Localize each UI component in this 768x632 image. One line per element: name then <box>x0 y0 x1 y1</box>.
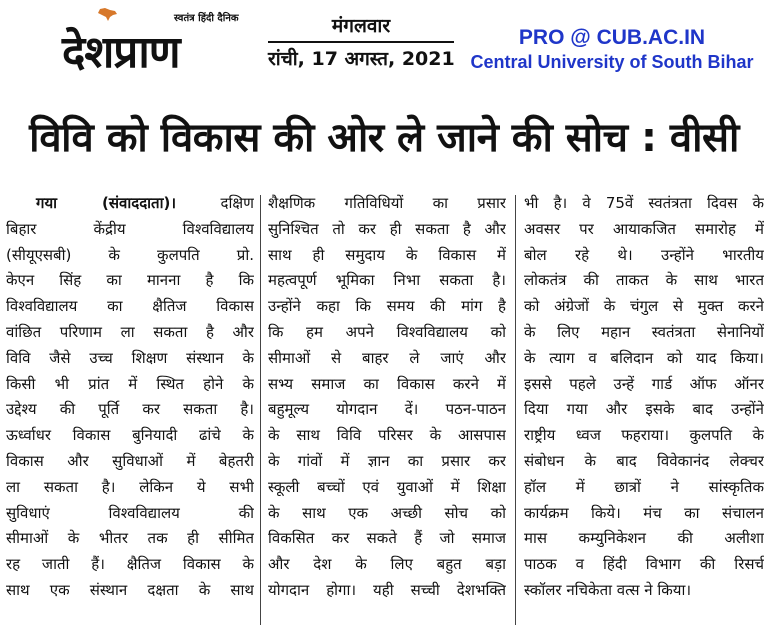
article-line: विकास और सुविधाओं में बेहतरी <box>6 451 254 470</box>
article-line: विवि जैसे उच्च शिक्षण संस्थान के <box>6 348 254 367</box>
article-line: हॉल में छात्रों ने सांस्कृतिक <box>524 477 764 496</box>
university-name: Central University of South Bihar <box>470 52 754 72</box>
article-line: लोकतंत्र की ताकत के साथ भारत <box>524 271 764 290</box>
article-line: पाठक व हिंदी विभाग की रिसर्च <box>524 555 764 574</box>
article-line: के गांवों में ज्ञान का प्रसार कर <box>268 451 506 470</box>
article-line: रह जाती हैं। क्षैतिज विकास के <box>6 555 254 574</box>
article-line: सुविधाएं विश्वविद्यालय की <box>6 503 254 522</box>
article-line: इससे पहले उन्हें गार्ड ऑफ ऑनर <box>524 374 764 393</box>
article-line: महत्वपूर्ण भूमिका निभा सकता है। <box>268 271 506 290</box>
article-body <box>6 191 762 629</box>
article-line: सभ्य समाज का विकास करने में <box>268 374 506 393</box>
article-line: विकसित कर सकते हैं जो समाज <box>268 529 506 548</box>
article-line: कि हम अपने विश्वविद्यालय को <box>268 322 506 341</box>
article-line: सीमाओं से बाहर ले जाएं और <box>268 348 506 367</box>
article-line: के साथ विवि परिसर के आसपास <box>268 426 506 445</box>
article-line: ला सकता है। लेकिन ये सभी <box>6 477 254 496</box>
article-line: उद्देश्य की पूर्ति कर सकता है। <box>6 400 254 419</box>
column-divider <box>515 195 516 625</box>
byline: गया (संवाददाता)। <box>36 194 177 212</box>
article-line: और देश के लिए बहुत बड़ा <box>268 555 506 574</box>
article-line: बोल रहे थे। उन्होंने भारतीय <box>524 245 764 264</box>
article-line: अवसर पर आयाकजित समारोह में <box>524 219 764 238</box>
article-line: योगदान होगा। यही सच्ची देशभक्ति <box>268 580 506 599</box>
newspaper-tagline: स्वतंत्र हिंदी दैनिक <box>174 13 239 24</box>
article-line: विश्वविद्यालय का क्षैतिज विकास <box>6 297 254 316</box>
pro-email: PRO @ CUB.AC.IN <box>518 26 706 49</box>
article-line: साथ एक संस्थान दक्षता के साथ <box>6 580 254 599</box>
article-line: केएन सिंह का मानना है कि <box>6 271 254 290</box>
article-column-3 <box>524 191 764 629</box>
article-line: के त्याग व बलिदान को याद किया। <box>524 348 764 367</box>
article-line: वांछित परिणाम ला सकता है और <box>6 322 254 341</box>
article-line: स्कॉलर नचिकेता वत्स ने किया। <box>524 580 692 599</box>
article-line: किसी भी प्रांत में स्थित होने के <box>6 374 254 393</box>
dateline <box>268 14 454 72</box>
article-column-1 <box>6 191 254 629</box>
article-line: सीमाओं के भीतर तक ही सीमित <box>6 529 254 548</box>
article-line: को अंग्रेजों के चंगुल से मुक्त करने <box>524 297 764 316</box>
publication-day: मंगलवार <box>331 15 391 37</box>
article-line: मास कम्युनिकेशन की अलीशा <box>524 529 764 548</box>
article-line: दिया गया और इसके बाद उन्होंने <box>524 400 764 419</box>
article-line: कार्यक्रम किये। मंच का संचालन <box>524 503 764 522</box>
article-line: ऊर्ध्वाधर विकास बुनियादी ढांचे के <box>6 426 254 445</box>
column-divider <box>260 195 261 625</box>
newspaper-name: देशप्राण <box>62 27 180 78</box>
article-line: बिहार केंद्रीय विश्वविद्यालय <box>6 219 254 238</box>
publication-date: रांची, 17 अगस्त, 2021 <box>268 48 455 70</box>
article-line: बहुमूल्य योगदान दें। पठन-पाठन <box>268 400 506 419</box>
dateline-divider <box>268 41 454 43</box>
article-line: सुनिश्चित तो कर ही सकता है और <box>268 219 506 238</box>
article-line: राष्ट्रीय ध्वज फहराया। कुलपति के <box>524 426 764 445</box>
article-line: शैक्षणिक गतिविधियों का प्रसार <box>268 194 506 212</box>
masthead <box>0 0 768 96</box>
source-credit <box>464 26 760 74</box>
article-line: गया (संवाददाता)। दक्षिण <box>36 194 254 212</box>
article-headline: विवि को विकास की ओर ले जाने की सोच : वीसी <box>29 115 739 161</box>
article-line: संबोधन के बाद विवेकानंद लेक्चर <box>524 451 764 470</box>
article-line: स्कूली बच्चों एवं युवाओं में शिक्षा <box>268 477 506 496</box>
article-line: भी है। वे 75वें स्वतंत्रता दिवस के <box>524 194 764 212</box>
article-line: के लिए महान स्वतंत्रता सेनानियों <box>524 322 764 341</box>
article-column-2 <box>268 191 506 629</box>
article-line: उन्होंने कहा कि समय की मांग है <box>268 297 506 316</box>
article-line: (सीयूएसबी) के कुलपति प्रो. <box>6 245 254 264</box>
newspaper-logo <box>62 10 239 78</box>
article-line: साथ ही समुदाय के विकास में <box>268 245 506 264</box>
article-line: के साथ एक अच्छी सोच को <box>268 503 506 522</box>
